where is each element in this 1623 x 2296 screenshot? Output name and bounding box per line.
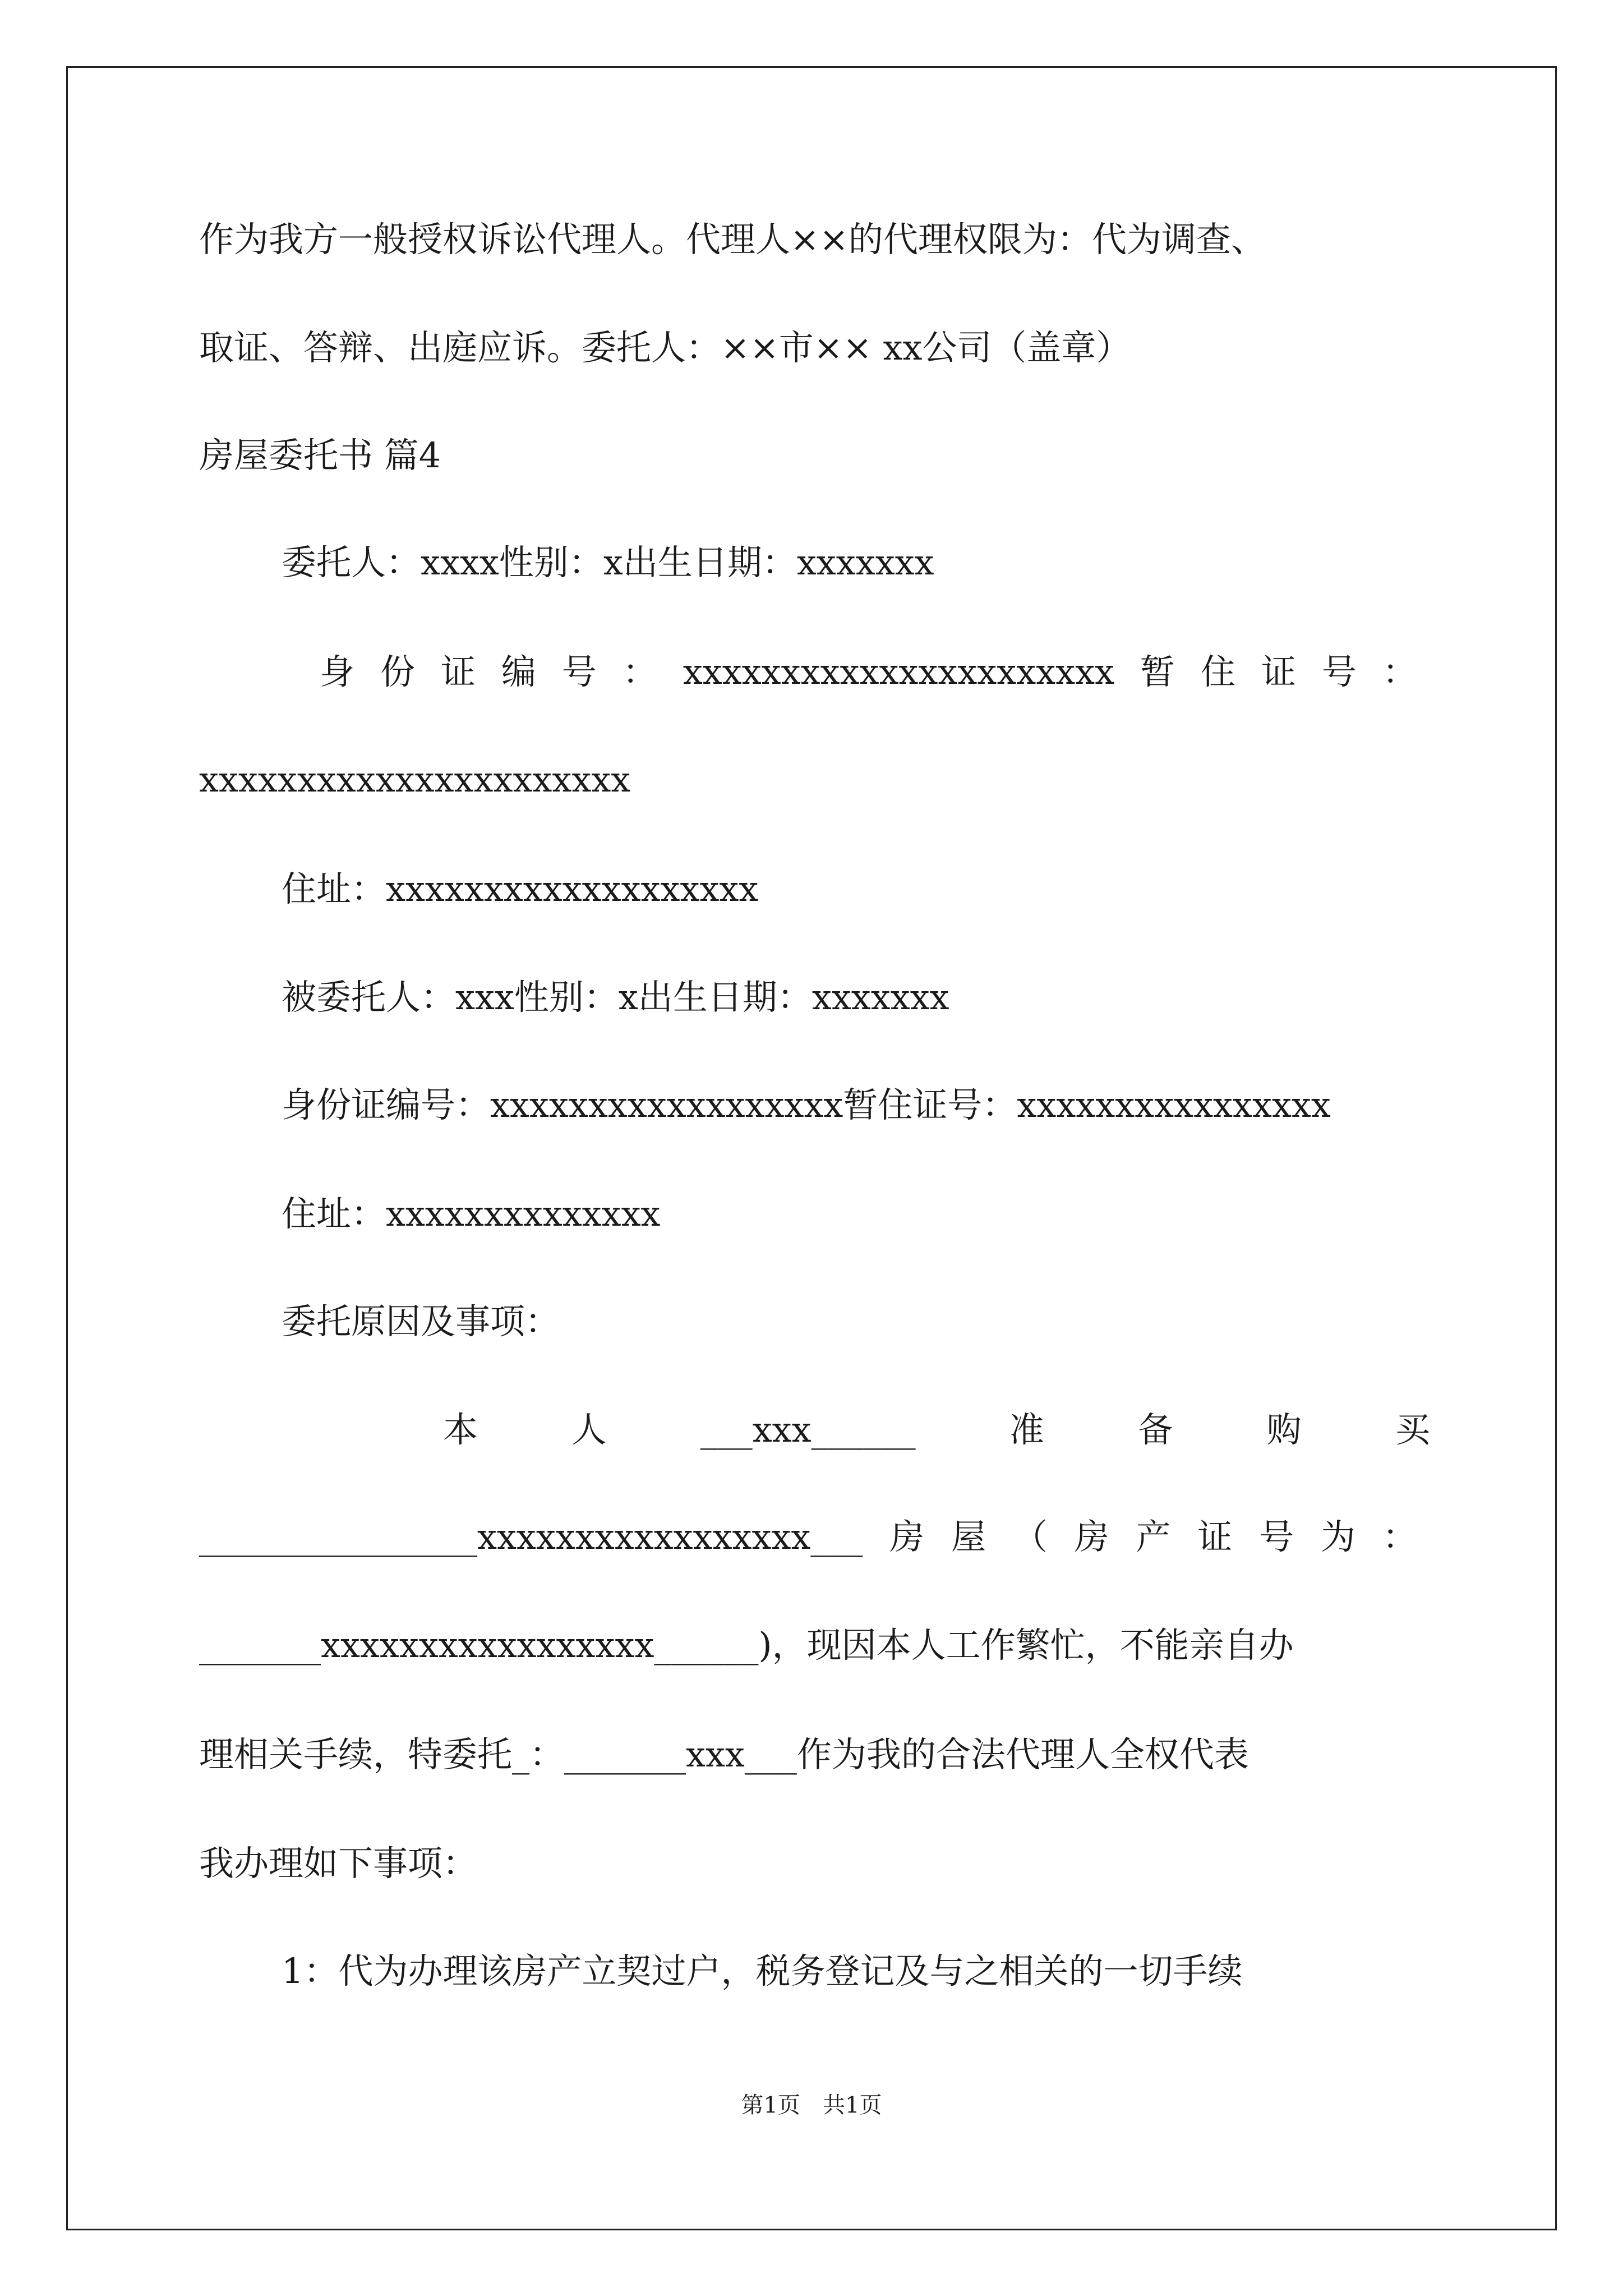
char: ：: [622, 651, 657, 692]
paragraph-line-1: 作为我方一般授权诉讼代理人。代理人××的代理权限为：代为调查、: [199, 219, 1266, 260]
char: 产: [1136, 1516, 1171, 1557]
principal-info-line: 委托人：xxxx性别：x出生日期：xxxxxxx: [282, 542, 934, 583]
char: 房: [1074, 1516, 1109, 1557]
temp-permit-number: xxxxxxxxxxxxxxxxxxxxxx: [199, 759, 631, 800]
char: 房: [889, 1516, 925, 1557]
page-border: [66, 66, 1557, 2230]
char: 住: [1200, 651, 1235, 692]
agent-info-line: 被委托人：xxx性别：x出生日期：xxxxxxx: [282, 977, 949, 1018]
char: ：: [1382, 1516, 1417, 1557]
char: 暂: [1140, 651, 1175, 692]
section-heading: 房屋委托书 篇4: [199, 435, 441, 476]
item-1-line: 1：代为办理该房产立契过户，税务登记及与之相关的一切手续: [282, 1950, 1243, 1991]
property-line: [199, 1515, 1417, 1559]
char: 准: [1009, 1409, 1044, 1450]
char: 编: [501, 651, 536, 692]
principal-address-line: 住址：xxxxxxxxxxxxxxxxxxx: [282, 868, 759, 909]
blank-field: ___xxx______: [700, 1409, 916, 1450]
paragraph-line-14: _______xxxxxxxxxxxxxxxxx______)，现因本人工作繁忙，不能亲自办: [199, 1625, 1294, 1665]
purchase-line: [443, 1407, 1430, 1452]
char: 买: [1395, 1409, 1430, 1450]
principal-id-line: [320, 650, 1417, 694]
agent-id-line: 身份证编号：xxxxxxxxxxxxxxxxxx暂住证号：xxxxxxxxxxxxxxxx: [282, 1084, 1331, 1125]
char: 号: [561, 651, 597, 692]
char: 备: [1138, 1409, 1173, 1450]
agent-address-line: 住址：xxxxxxxxxxxxxx: [282, 1193, 661, 1234]
id-number: xxxxxxxxxxxxxxxxxxxxxx: [683, 651, 1115, 692]
page-footer: 第1页 共1页: [741, 2092, 882, 2118]
char: 号: [1321, 651, 1357, 692]
char: 份: [380, 651, 415, 692]
char: ：: [1382, 651, 1417, 692]
paragraph-line-15: 理相关手续，特委托_：_______xxx___作为我的合法代理人全权代表: [199, 1734, 1249, 1775]
blank-field: ________________xxxxxxxxxxxxxxxxx___: [199, 1516, 863, 1557]
char: 屋: [951, 1516, 986, 1557]
char: 号: [1259, 1516, 1294, 1557]
char: 身: [320, 651, 355, 692]
reason-heading: 委托原因及事项：: [282, 1301, 560, 1342]
char: 本: [443, 1409, 478, 1450]
paragraph-line-2: 取证、答辩、出庭应诉。委托人：××市×× xx公司（盖章）: [199, 327, 1131, 368]
char: 人: [571, 1409, 607, 1450]
char: 购: [1266, 1409, 1302, 1450]
char: （: [1012, 1516, 1048, 1557]
char: 为: [1321, 1516, 1356, 1557]
paragraph-line-16: 我办理如下事项：: [199, 1843, 478, 1884]
char: 证: [440, 651, 476, 692]
char: 证: [1197, 1516, 1233, 1557]
char: 证: [1261, 651, 1296, 692]
